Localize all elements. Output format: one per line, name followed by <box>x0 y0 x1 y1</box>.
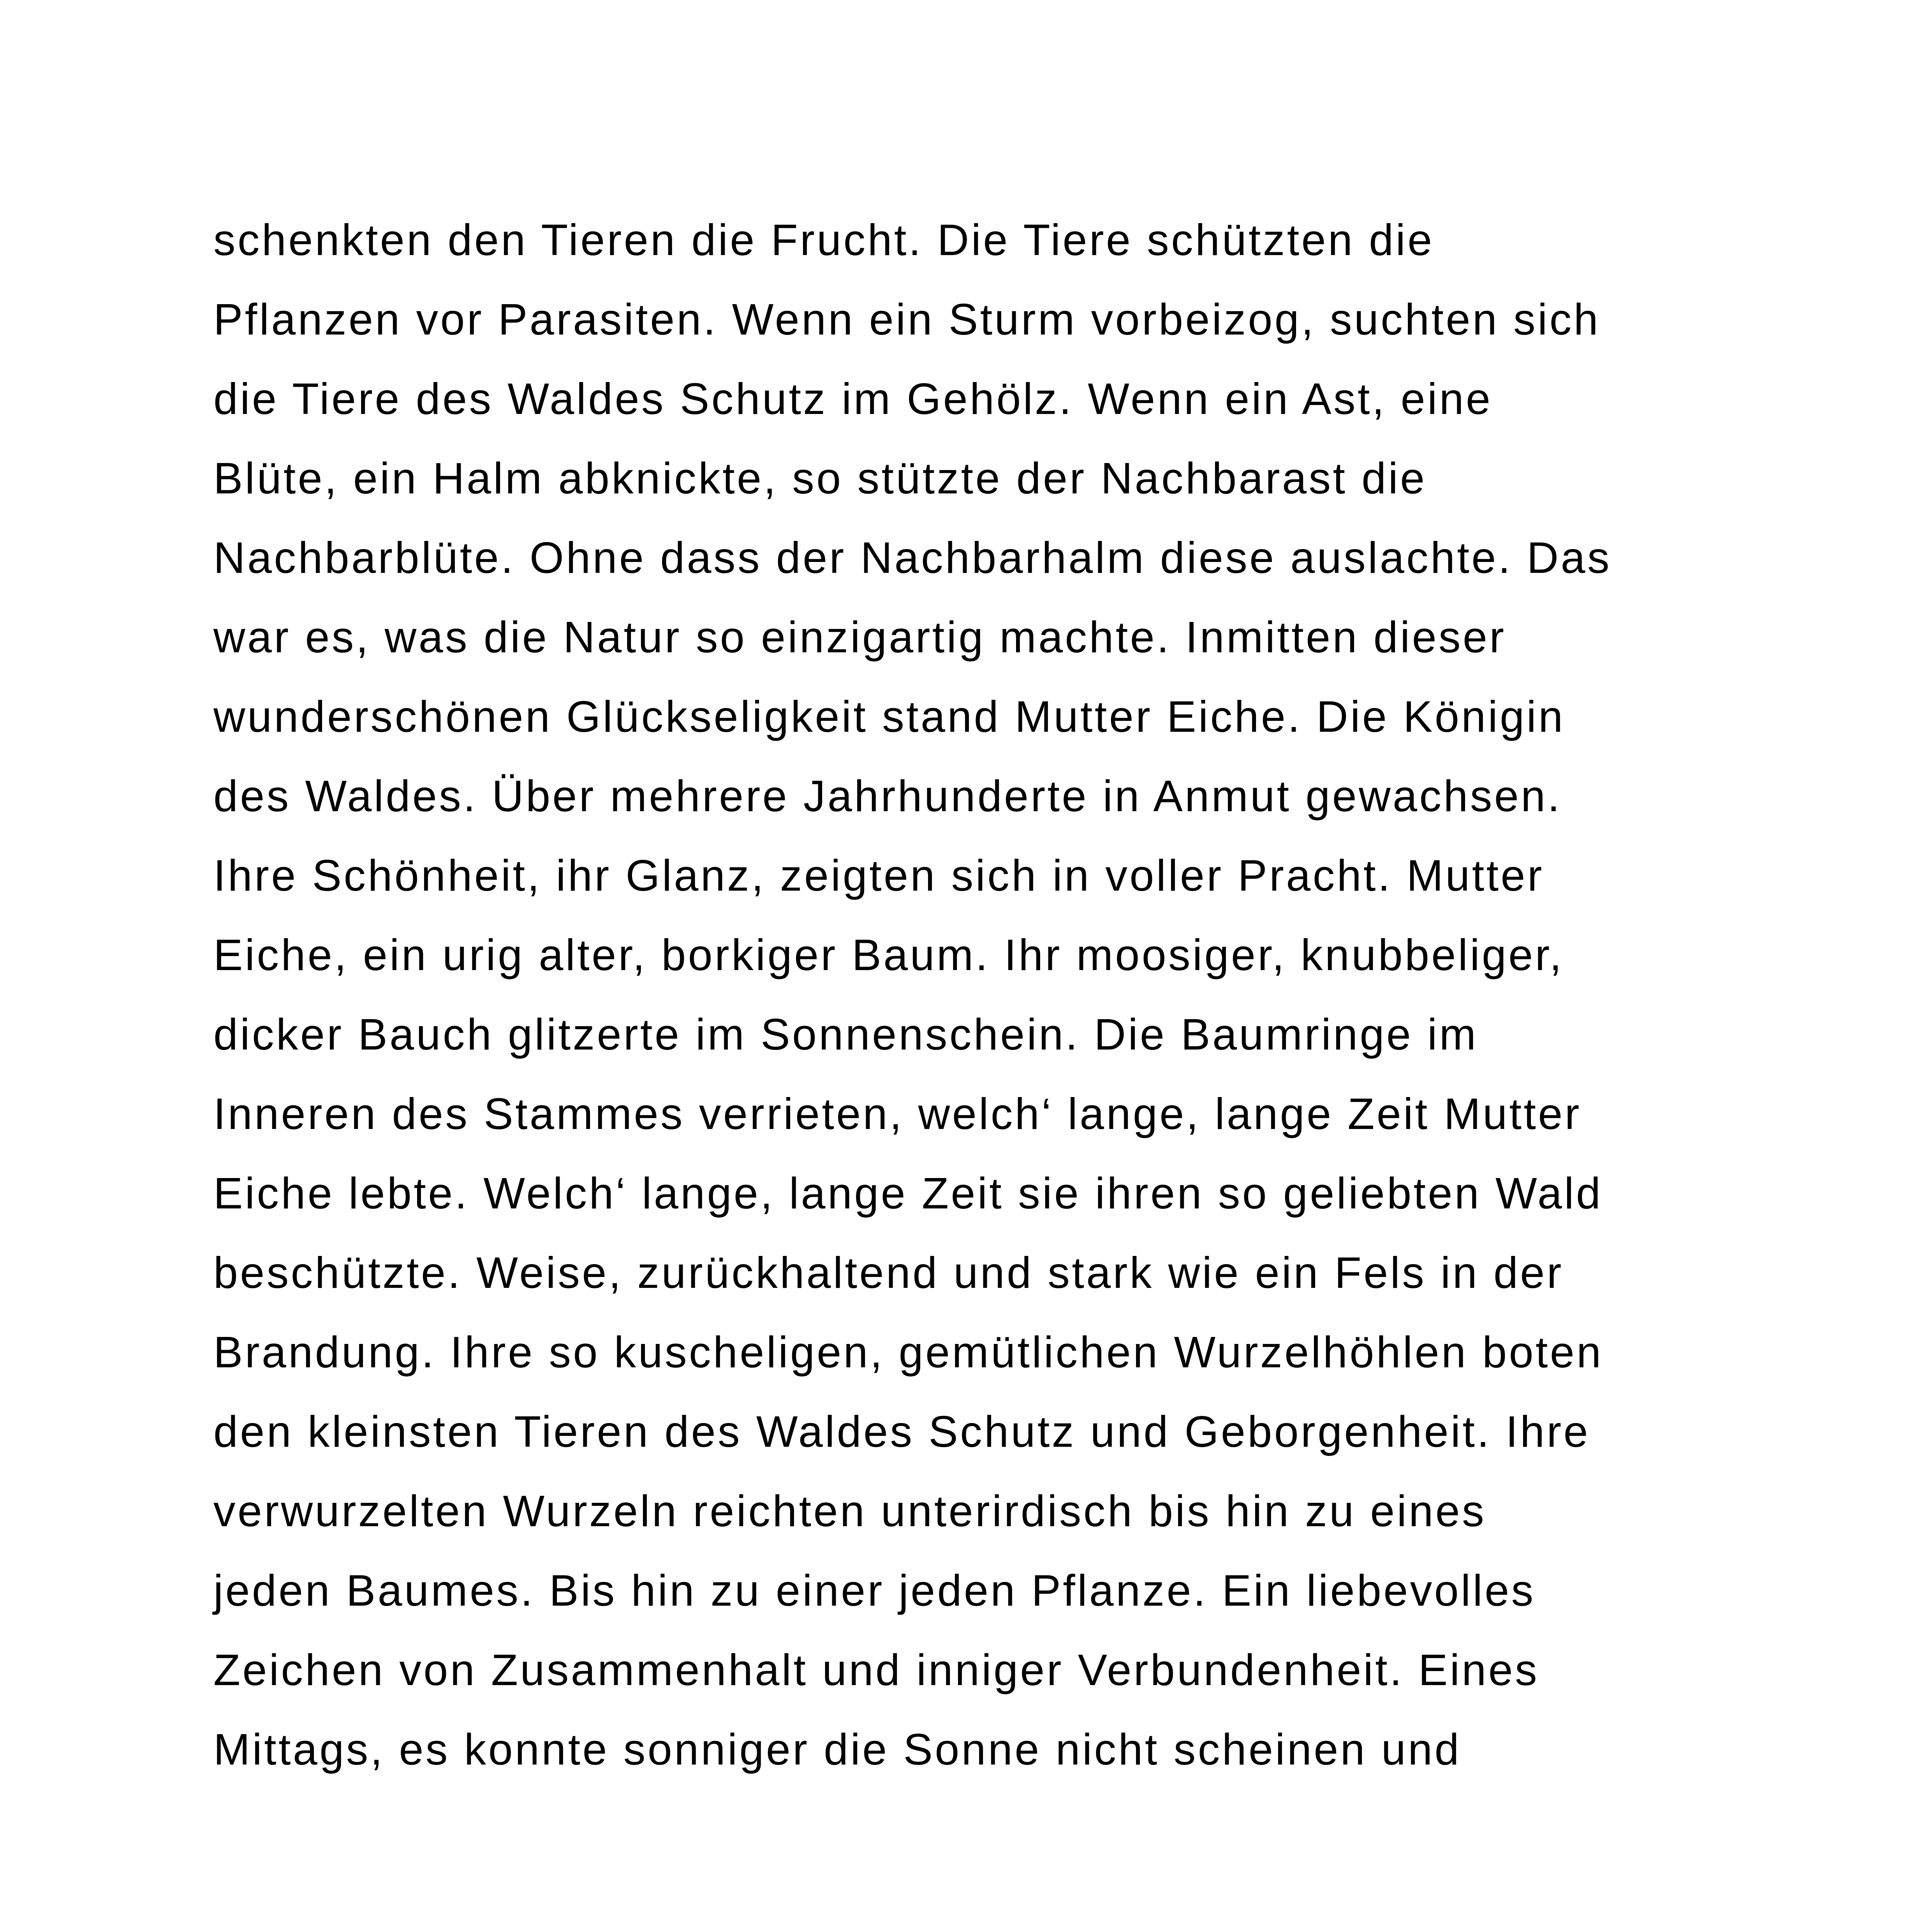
text-line: Mittags, es konnte sonniger die Sonne nicht scheinen und <box>213 1725 1461 1774</box>
text-line: Nachbarblüte. Ohne dass der Nachbarhalm diese auslachte. Das <box>213 533 1612 582</box>
text-line: den kleinsten Tieren des Waldes Schutz und Geborgenheit. Ihre <box>213 1407 1590 1456</box>
text-line: Zeichen von Zusammenhalt und inniger Verbundenheit. Eines <box>213 1645 1539 1694</box>
text-line: Brandung. Ihre so kuscheligen, gemütlichen Wurzelhöhlen boten <box>213 1328 1603 1377</box>
text-line: Inneren des Stammes verrieten, welch‘ lange, lange Zeit Mutter <box>213 1089 1582 1138</box>
text-line: dicker Bauch glitzerte im Sonnenschein. Die Baumringe im <box>213 1010 1478 1059</box>
text-line: jeden Baumes. Bis hin zu einer jeden Pflanze. Ein liebevolles <box>213 1566 1536 1615</box>
text-line: beschützte. Weise, zurückhaltend und stark wie ein Fels in der <box>213 1248 1564 1297</box>
text-line: Blüte, ein Halm abknickte, so stützte der Nachbarast die <box>213 454 1427 503</box>
text-line: des Waldes. Über mehrere Jahrhunderte in Anmut gewachsen. <box>213 771 1562 821</box>
text-line: verwurzelten Wurzeln reichten unterirdisch bis hin zu eines <box>213 1486 1486 1536</box>
text-line: Ihre Schönheit, ihr Glanz, zeigten sich in voller Pracht. Mutter <box>213 851 1544 900</box>
body-text <box>213 213 1771 1802</box>
text-line: war es, was die Natur so einzigartig machte. Inmitten dieser <box>213 613 1506 662</box>
text-line: Eiche, ein urig alter, borkiger Baum. Ihr moosiger, knubbeliger, <box>213 930 1564 979</box>
text-line: die Tiere des Waldes Schutz im Gehölz. Wenn ein Ast, eine <box>213 374 1493 423</box>
text-line: Pflanzen vor Parasiten. Wenn ein Sturm vorbeizog, suchten sich <box>213 295 1601 344</box>
text-line: schenkten den Tieren die Frucht. Die Tiere schützten die <box>213 215 1434 264</box>
text-line: Eiche lebte. Welch‘ lange, lange Zeit sie ihren so geliebten Wald <box>213 1169 1603 1218</box>
text-line: wunderschönen Glückseligkeit stand Mutter Eiche. Die Königin <box>213 692 1565 741</box>
